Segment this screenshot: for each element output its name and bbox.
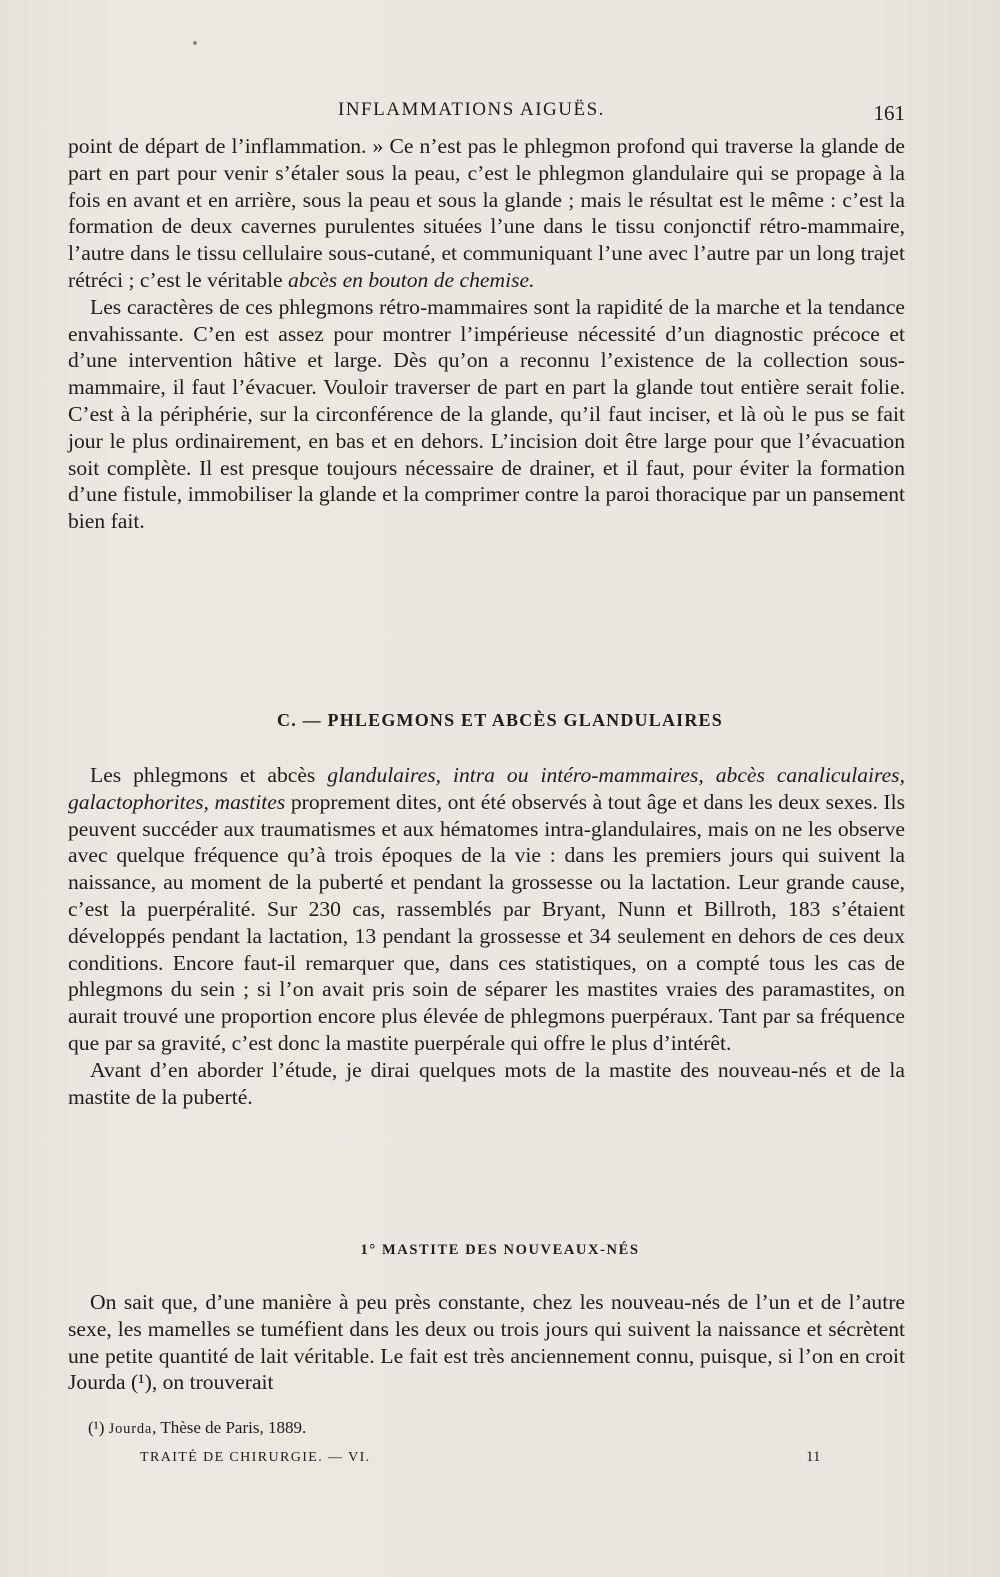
- page-number: 161: [873, 101, 905, 125]
- paragraph: Avant d’en aborder l’étude, je dirai quelques mots de la mastite des nouveau-nés et de la mastite de la puberté.: [68, 1057, 905, 1109]
- text-block-continuation: [68, 133, 905, 535]
- footnote-author: Jourda: [108, 1421, 153, 1437]
- paragraph: Les caractères de ces phlegmons rétro-mammaires sont la rapidité de la marche et la tendance envahissante. C’en est assez pour montrer l’impérieuse nécessité d’un diagnostic précoce et d’une intervention hâtive et large. Dès qu’on a reconnu l’existence de la collection sous-mammaire, il faut l’évacuer. Vouloir traverser de part en part la glande tout entière serait folie. C’est à la périphérie, sur la circonférence de la glande, qu’il faut inciser, et là où le pus se fait jour le plus ordinairement, en bas et en dehors. L’incision doit être large pour que l’évacuation soit complète. Il est presque toujours nécessaire de drainer, et il faut, pour éviter la formation d’une fistule, immobiliser la glande et la comprimer contre la paroi thoracique par un pansement bien fait.: [68, 294, 905, 534]
- printer-signature: TRAITÉ DE CHIRURGIE. — VI.: [140, 1450, 371, 1465]
- text-block-section-c: [68, 762, 905, 1110]
- sheet-number: 11: [806, 1449, 821, 1465]
- italic-terms: glandulaires, intra ou intéro-mammaires, abcès canaliculaires, galactophorites, mastites: [68, 763, 905, 814]
- footnote-text: , Thèse de Paris, 1889.: [152, 1418, 307, 1437]
- footnote: [88, 1418, 306, 1438]
- paragraph-text: point de départ de l’inflammation. » Ce n’est pas le phlegmon profond qui traverse la glande de part en part pour venir s’étaler sous la peau, c’est le phlegmon glandulaire qui se propage à la fois en avant et en arrière, sous la peau et sous la glande ; mais le résultat est le même : c’est la formation de deux cavernes purulentes situées l’une dans le tissu conjonctif rétro-mammaire, l’autre dans le tissu cellulaire sous-cutané, et communiquant l’une avec l’autre par un long trajet rétréci ; c’est le véritable: [68, 134, 905, 292]
- section-heading: C. — PHLEGMONS ET ABCÈS GLANDULAIRES: [277, 710, 723, 730]
- running-head: INFLAMMATIONS AIGUËS.: [338, 99, 605, 120]
- paragraph-text: Les phlegmons et abcès: [90, 763, 328, 787]
- subsection-heading: 1° MASTITE DES NOUVEAUX-NÉS: [360, 1242, 640, 1258]
- italic-term: abcès en bouton de chemise.: [288, 267, 535, 292]
- text-block-section-1: [68, 1289, 905, 1396]
- paragraph-text: proprement dites, ont été observés à tout âge et dans les deux sexes. Ils peuvent succéder aux traumatismes et aux hématomes intra-glandulaires, mais on ne les observe avec quelque fréquence qu’à trois époques de la vie : dans les premiers jours qui suivent la naissance, au moment de la puberté et pendant la grossesse ou la lactation. Leur grande cause, c’est la puerpéralité. Sur 230 cas, rassemblés par Bryant, Nunn et Billroth, 183 s’étaient développés pendant la lactation, 13 pendant la grossesse et 34 seulement en dehors de ces deux conditions. Encore faut-il remarquer que, dans ces statistiques, on a compté tous les cas de phlegmons du sein ; si l’on avait pris soin de séparer les mastites vraies des paramastites, on aurait trouvé une proportion encore plus élevée de phlegmons puerpéraux. Tant par sa fréquence que par sa gravité, c’est donc la mastite puerpérale qui offre le plus d’intérêt.: [68, 789, 905, 1055]
- footnote-marker: (¹): [88, 1418, 105, 1437]
- ink-speck: [193, 41, 197, 45]
- paragraph: On sait que, d’une manière à peu près constante, chez les nouveau-nés de l’un et de l’autre sexe, les mamelles se tuméfient dans les deux ou trois jours qui suivent la naissance et sécrètent une petite quantité de lait véritable. Le fait est très anciennement connu, puisque, si l’on en croit Jourda (¹), on trouverait: [68, 1290, 905, 1395]
- paragraph: [68, 762, 905, 1057]
- paragraph: [68, 133, 905, 294]
